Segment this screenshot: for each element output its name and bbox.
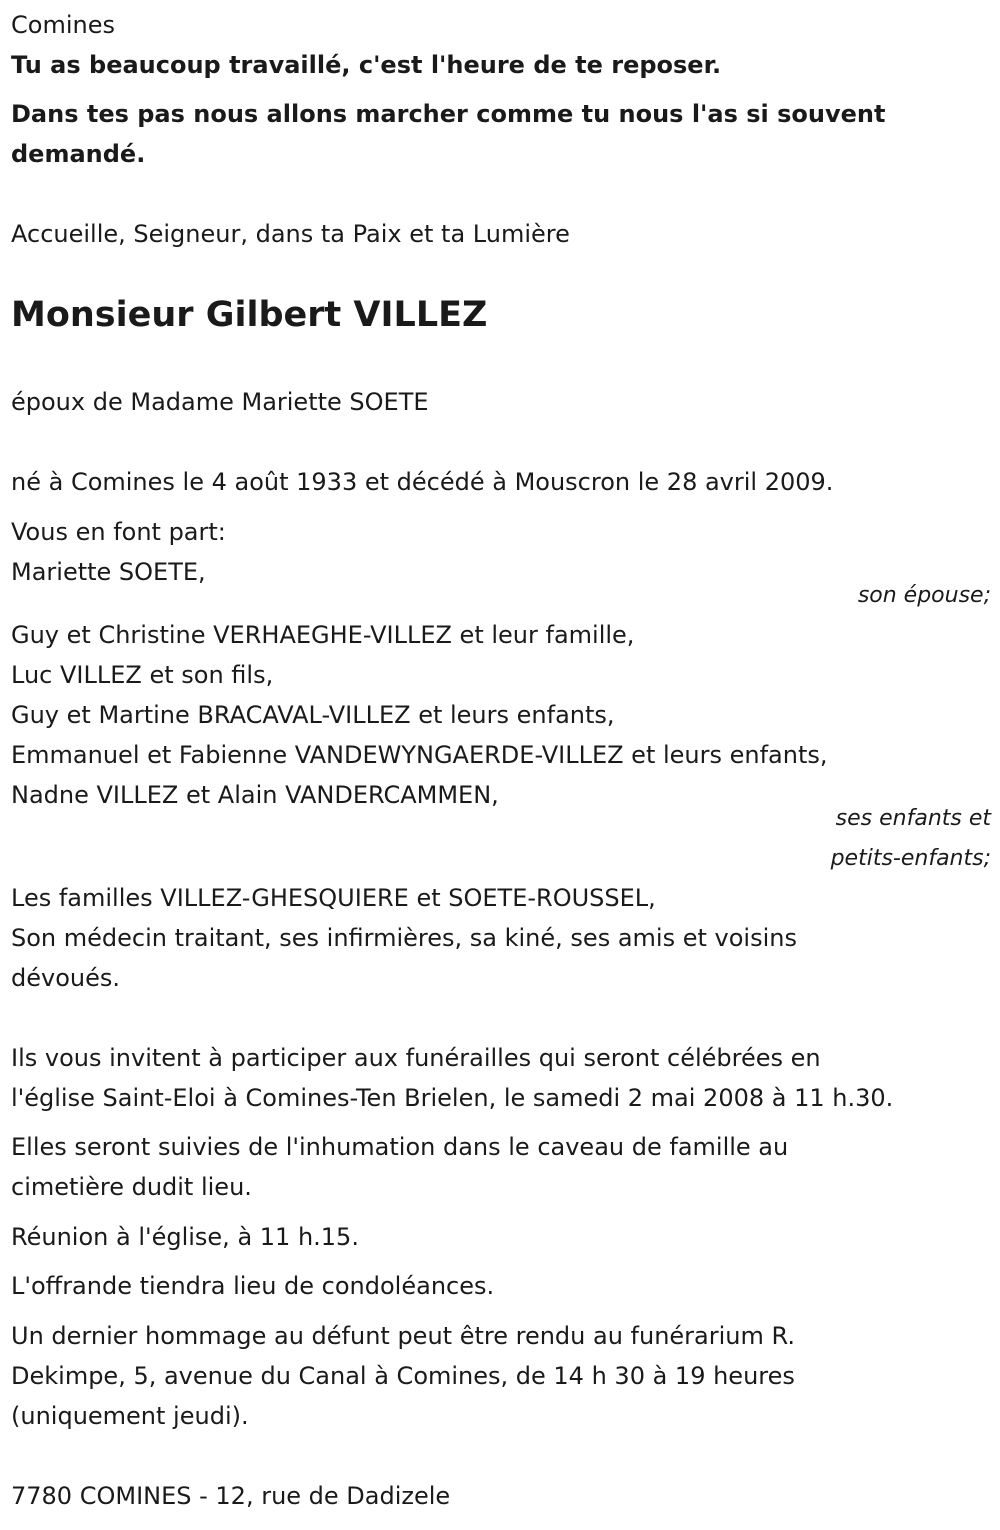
other-family-line: Son médecin traitant, ses infirmières, sa kiné, ses amis et voisins	[11, 924, 797, 952]
other-family-line: dévoués.	[11, 964, 120, 992]
prayer-text: Accueille, Seigneur, dans ta Paix et ta Lumière	[11, 220, 570, 248]
offering-line: L'offrande tiendra lieu de condoléances.	[11, 1272, 495, 1300]
tribute-line-3: (uniquement jeudi).	[11, 1402, 249, 1430]
child-line: Guy et Christine VERHAEGHE-VILLEZ et leur famille,	[11, 621, 635, 649]
birth-death-dates: né à Comines le 4 août 1933 et décédé à Mouscron le 28 avril 2009.	[11, 468, 834, 496]
verse-line-2: Dans tes pas nous allons marcher comme tu nous l'as si souvent	[11, 100, 886, 128]
other-family-line: Les familles VILLEZ-GHESQUIERE et SOETE-ROUSSEL,	[11, 884, 656, 912]
verse-line-1: Tu as beaucoup travaillé, c'est l'heure de te reposer.	[11, 51, 722, 79]
family-address: 7780 COMINES - 12, rue de Dadizele	[11, 1482, 451, 1510]
tribute-line-2: Dekimpe, 5, avenue du Canal à Comines, de 14 h 30 à 19 heures	[11, 1362, 795, 1390]
spouse-name: Mariette SOETE,	[11, 558, 206, 586]
child-line: Nadne VILLEZ et Alain VANDERCAMMEN,	[11, 781, 499, 809]
meeting-line: Réunion à l'église, à 11 h.15.	[11, 1223, 359, 1251]
child-line: Emmanuel et Fabienne VANDEWYNGAERDE-VILLEZ et leurs enfants,	[11, 741, 828, 769]
announcement-intro: Vous en font part:	[11, 518, 226, 546]
child-line: Luc VILLEZ et son fils,	[11, 661, 274, 689]
deceased-name: Monsieur Gilbert VILLEZ	[11, 295, 488, 335]
children-role-1: ses enfants et	[835, 806, 991, 831]
children-role-2: petits-enfants;	[830, 846, 991, 871]
spouse-role: son épouse;	[857, 583, 991, 608]
burial-line-1: Elles seront suivies de l'inhumation dans le caveau de famille au	[11, 1133, 789, 1161]
town-name: Comines	[11, 11, 115, 39]
spouse-line: époux de Madame Mariette SOETE	[11, 388, 429, 416]
child-line: Guy et Martine BRACAVAL-VILLEZ et leurs enfants,	[11, 701, 615, 729]
verse-line-3: demandé.	[11, 140, 146, 168]
burial-line-2: cimetière dudit lieu.	[11, 1173, 252, 1201]
funeral-invite-1: Ils vous invitent à participer aux funérailles qui seront célébrées en	[11, 1044, 821, 1072]
funeral-invite-2: l'église Saint-Eloi à Comines-Ten Brielen, le samedi 2 mai 2008 à 11 h.30.	[11, 1084, 894, 1112]
tribute-line-1: Un dernier hommage au défunt peut être rendu au funérarium R.	[11, 1322, 795, 1350]
